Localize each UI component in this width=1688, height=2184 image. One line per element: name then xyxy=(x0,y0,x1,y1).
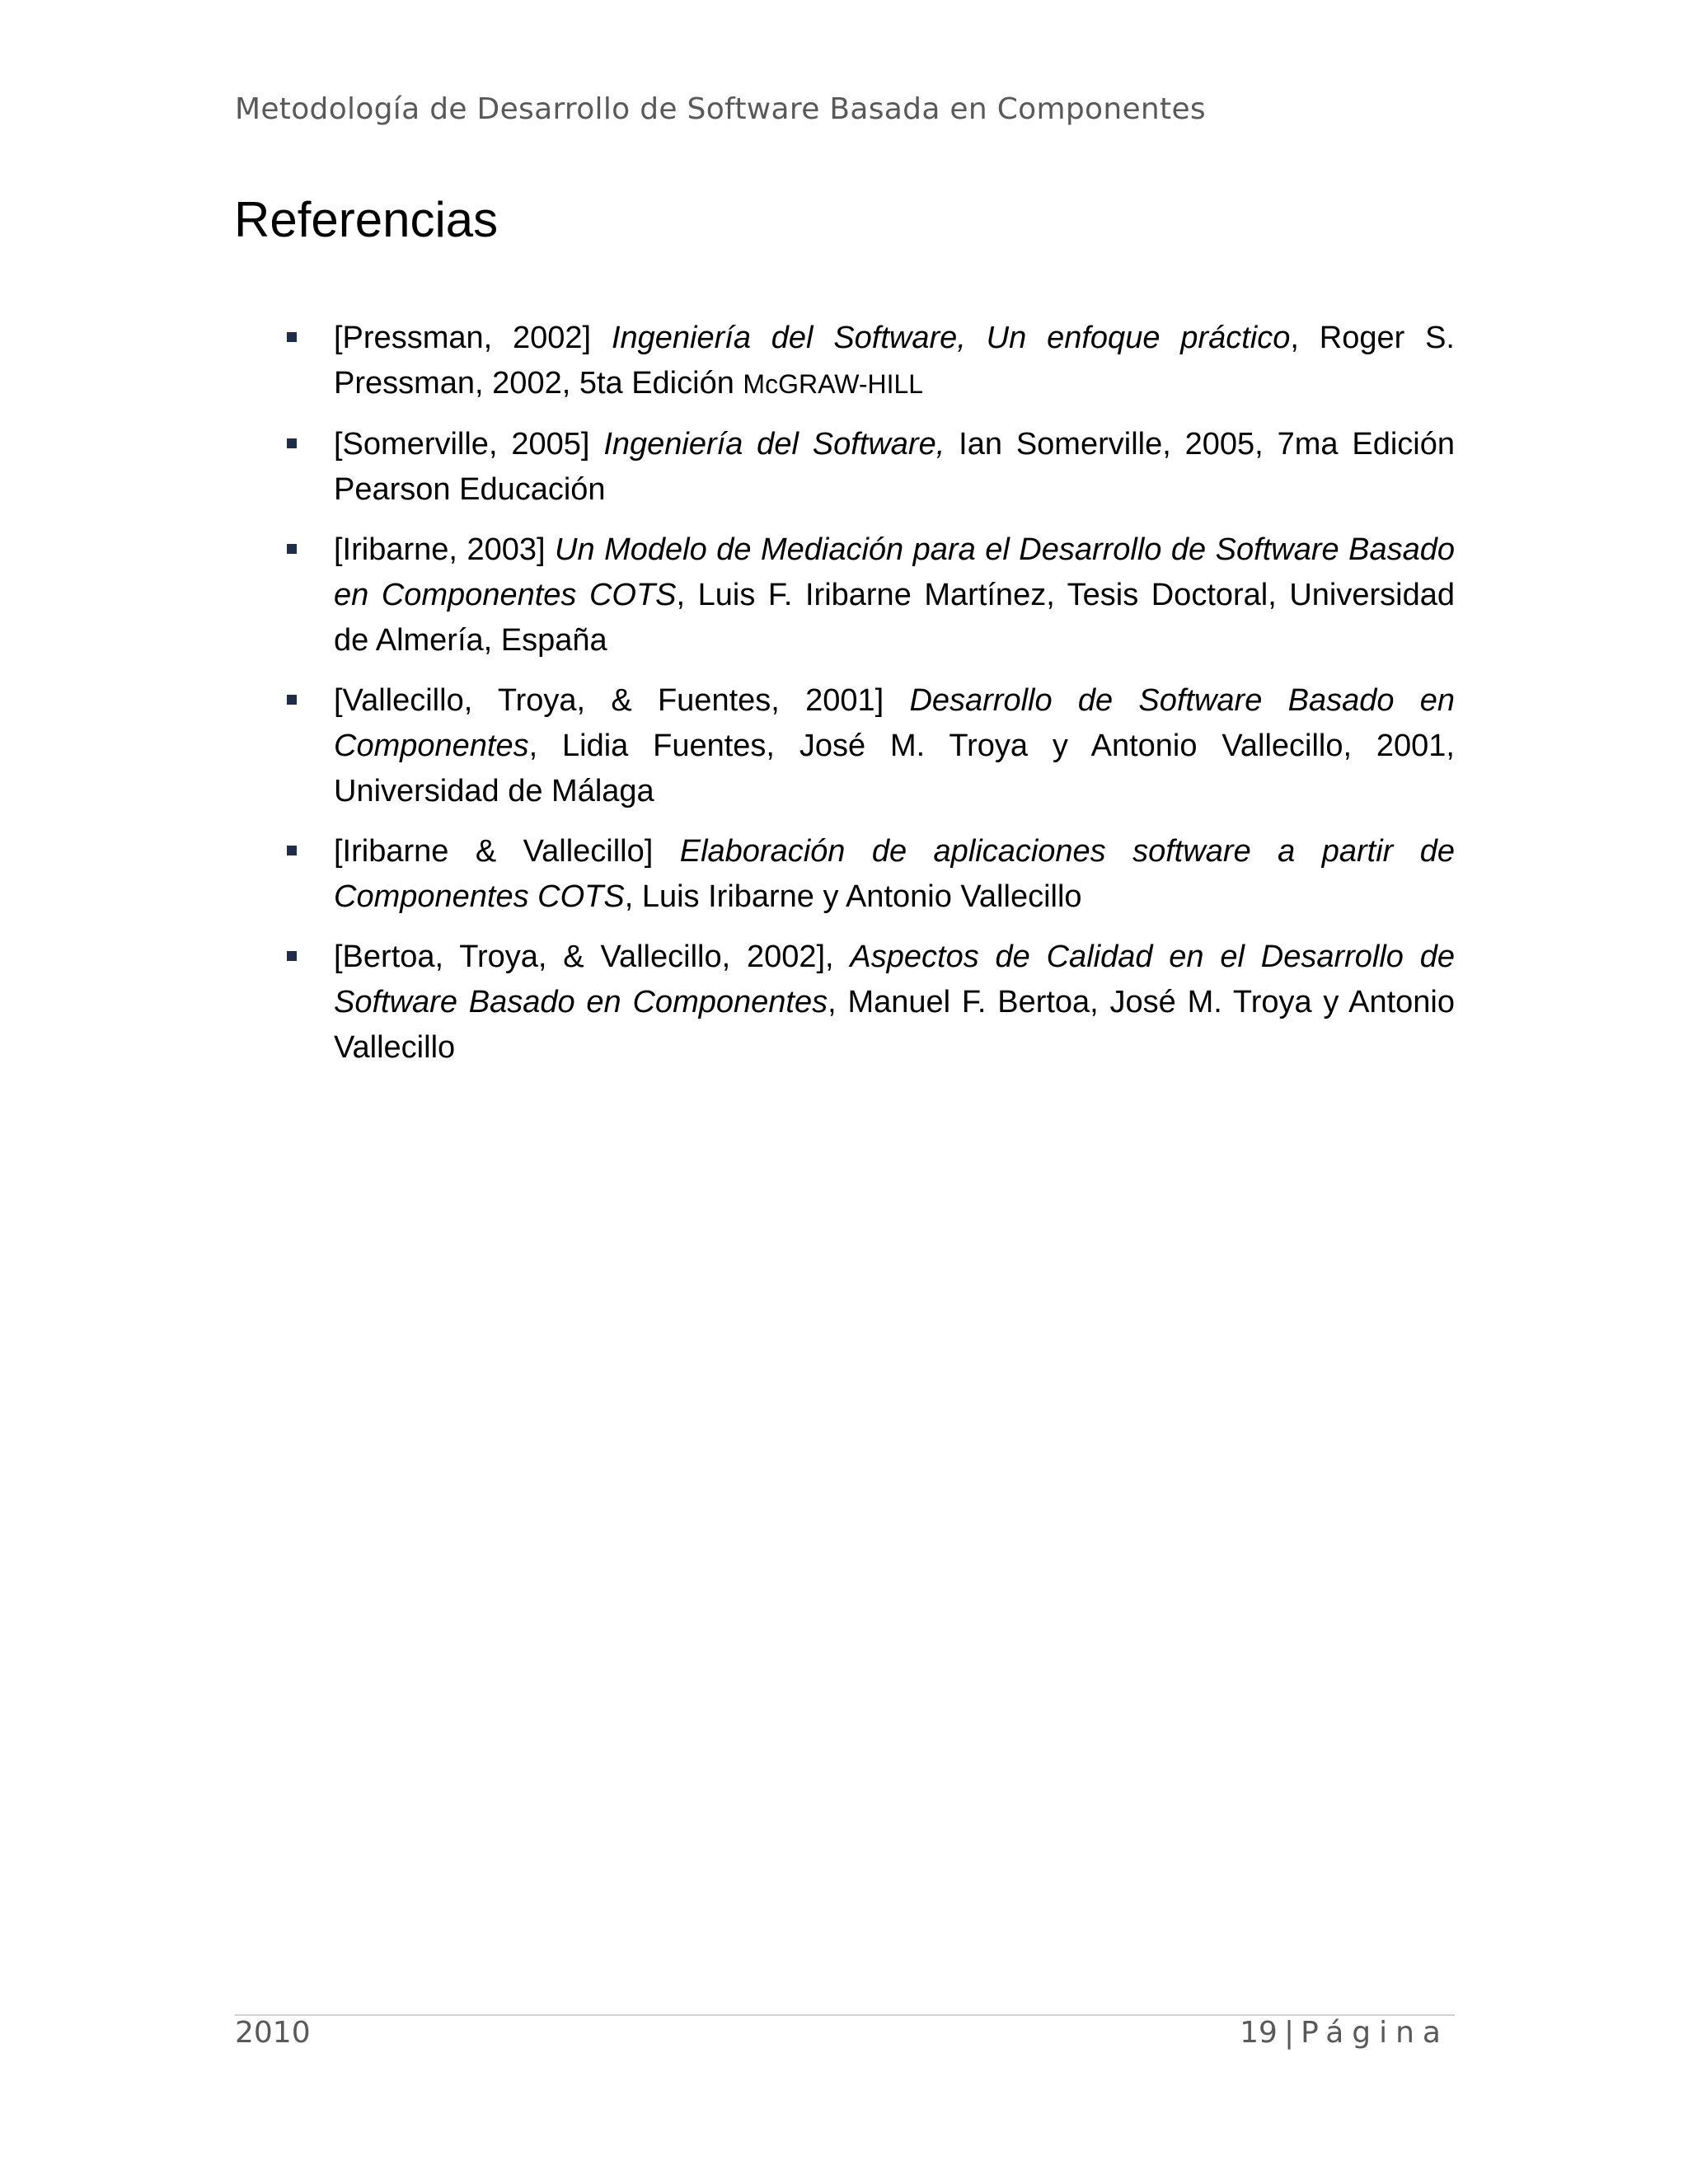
square-bullet-icon xyxy=(287,332,297,342)
running-header: Metodología de Desarrollo de Software Basada en Componentes xyxy=(235,92,1206,126)
reference-item xyxy=(334,527,1455,663)
reference-item xyxy=(334,422,1455,513)
reference-title: Ingeniería del Software, xyxy=(603,427,945,462)
reference-title: Un Modelo de Mediación para el Desarrollo de Software Basado en Componentes COTS xyxy=(334,532,1455,612)
reference-details: , Roger S. Pressman, 2002, 5ta Edición xyxy=(334,321,1455,401)
reference-title: Ingeniería del Software, Un enfoque práctico xyxy=(611,321,1291,355)
page-number: 19 xyxy=(1240,2016,1278,2050)
reference-key: [Vallecillo, Troya, & Fuentes, 2001] xyxy=(334,683,910,718)
reference-item xyxy=(334,316,1455,407)
reference-key: [Bertoa, Troya, & Vallecillo, 2002], xyxy=(334,940,851,974)
section-heading: Referencias xyxy=(234,192,499,247)
reference-title: Elaboración de aplicaciones software a partir de Componentes COTS xyxy=(334,834,1455,914)
references-list xyxy=(334,316,1455,1085)
footer-page-number xyxy=(1240,2016,1449,2050)
square-bullet-icon xyxy=(287,544,297,554)
reference-details: , Luis Iribarne y Antonio Vallecillo xyxy=(624,879,1082,914)
reference-details: Ian Somerville, 2005, 7ma Edición Pearson Educación xyxy=(334,427,1455,507)
page-label: Página xyxy=(1301,2016,1449,2050)
reference-publisher: McGRAW-HILL xyxy=(743,369,924,399)
reference-key: [Iribarne & Vallecillo] xyxy=(334,834,680,869)
reference-title: Aspectos de Calidad en el Desarrollo de Software Basado en Componentes xyxy=(334,940,1456,1019)
square-bullet-icon xyxy=(287,438,297,448)
reference-details: , Lidia Fuentes, José M. Troya y Antonio Vallecillo, 2001, Universidad de Málaga xyxy=(334,729,1455,808)
page-separator: | xyxy=(1283,2016,1295,2050)
square-bullet-icon xyxy=(287,951,297,961)
reference-item xyxy=(334,829,1455,920)
square-bullet-icon xyxy=(287,846,297,855)
reference-key: [Somerville, 2005] xyxy=(334,427,604,462)
square-bullet-icon xyxy=(287,695,297,705)
reference-key: [Pressman, 2002] xyxy=(334,321,612,355)
reference-details: , Luis F. Iribarne Martínez, Tesis Doctoral, Universidad de Almería, España xyxy=(334,578,1455,658)
reference-item xyxy=(334,678,1455,814)
reference-title: Desarrollo de Software Basado en Componentes xyxy=(334,683,1456,763)
reference-details: , Manuel F. Bertoa, José M. Troya y Antonio Vallecillo xyxy=(334,985,1456,1065)
reference-key: [Iribarne, 2003] xyxy=(334,532,556,567)
footer-year: 2010 xyxy=(235,2016,311,2050)
reference-item xyxy=(334,935,1455,1071)
